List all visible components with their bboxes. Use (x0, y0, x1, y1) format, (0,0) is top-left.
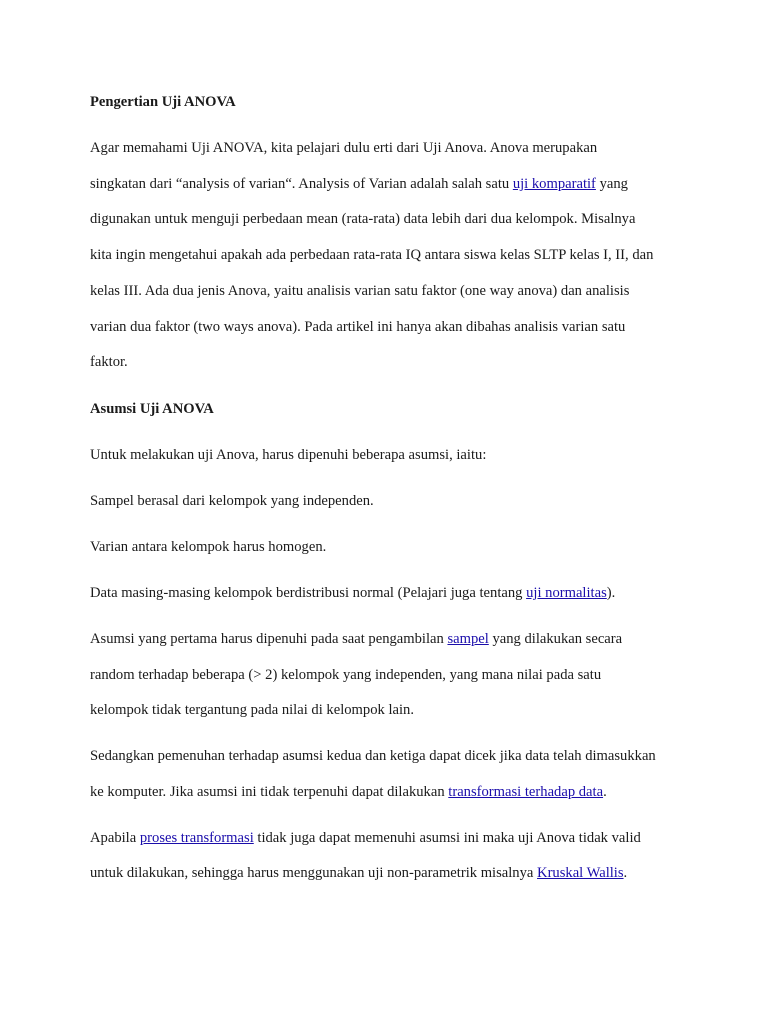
text-span: yang (595, 176, 628, 192)
text-line (90, 631, 622, 648)
text-span: . (603, 784, 607, 800)
text-line: varian dua faktor (two ways anova). Pada artikel ini hanya akan dibahas analisis varian satu (90, 319, 626, 335)
link-uji-komparatif[interactable]: uji komparatif (512, 176, 596, 192)
paragraph-asumsi-3 (90, 585, 615, 602)
text-line: kelompok tidak tergantung pada nilai di kelompok lain. (90, 702, 414, 718)
text-line (90, 784, 607, 801)
text-span: yang dilakukan secara (488, 631, 623, 647)
text-line: faktor. (90, 354, 128, 370)
text-span: ke komputer. Jika asumsi ini tidak terpenuhi dapat dilakukan (90, 784, 449, 800)
text-line: Sedangkan pemenuhan terhadap asumsi kedua dan ketiga dapat dicek jika data telah dimasukkan (90, 748, 656, 764)
text-span: Data masing-masing kelompok berdistribusi normal (Pelajari juga tentang (90, 585, 527, 601)
text-span: Apabila (90, 830, 140, 846)
text-span: Asumsi yang pertama harus dipenuhi pada saat pengambilan (90, 631, 448, 647)
heading-pengertian: Pengertian Uji ANOVA (90, 94, 236, 110)
text-line (90, 865, 627, 882)
text-span: singkatan dari “analysis of varian“. Analysis of Varian adalah salah satu (90, 176, 513, 192)
text-span: . (623, 865, 628, 881)
text-line (90, 830, 641, 847)
text-line: random terhadap beberapa (> 2) kelompok yang independen, yang mana nilai pada satu (90, 667, 602, 683)
paragraph-asumsi-2: Varian antara kelompok harus homogen. (90, 539, 327, 555)
text-line: digunakan untuk menguji perbedaan mean (rata-rata) data lebih dari dua kelompok. Misalnya (90, 211, 636, 227)
text-span: tidak juga dapat memenuhi asumsi ini maka uji Anova tidak valid (253, 830, 641, 846)
text-line: kita ingin mengetahui apakah ada perbedaan rata-rata IQ antara siswa kelas SLTP kelas I, II, dan (90, 247, 654, 263)
link-sampel[interactable]: sampel (447, 631, 489, 647)
link-proses-transformasi[interactable]: proses transformasi (139, 830, 254, 846)
text-line: kelas III. Ada dua jenis Anova, yaitu analisis varian satu faktor (one way anova) dan analisis (90, 283, 630, 299)
paragraph-intro: Untuk melakukan uji Anova, harus dipenuhi beberapa asumsi, iaitu: (90, 447, 487, 463)
link-uji-normalitas[interactable]: uji normalitas (526, 585, 607, 601)
link-kruskal-wallis[interactable]: Kruskal Wallis (537, 865, 624, 881)
paragraph-asumsi-1: Sampel berasal dari kelompok yang independen. (90, 493, 374, 509)
link-transformasi-terhadap-data[interactable]: transformasi terhadap data (448, 784, 604, 800)
text-span: untuk dilakukan, sehingga harus menggunakan uji non-parametrik misalnya (90, 865, 538, 881)
text-line (90, 176, 628, 193)
heading-asumsi: Asumsi Uji ANOVA (90, 401, 214, 417)
text-span: ). (606, 585, 616, 601)
text-line: Agar memahami Uji ANOVA, kita pelajari dulu erti dari Uji Anova. Anova merupakan (90, 140, 598, 156)
